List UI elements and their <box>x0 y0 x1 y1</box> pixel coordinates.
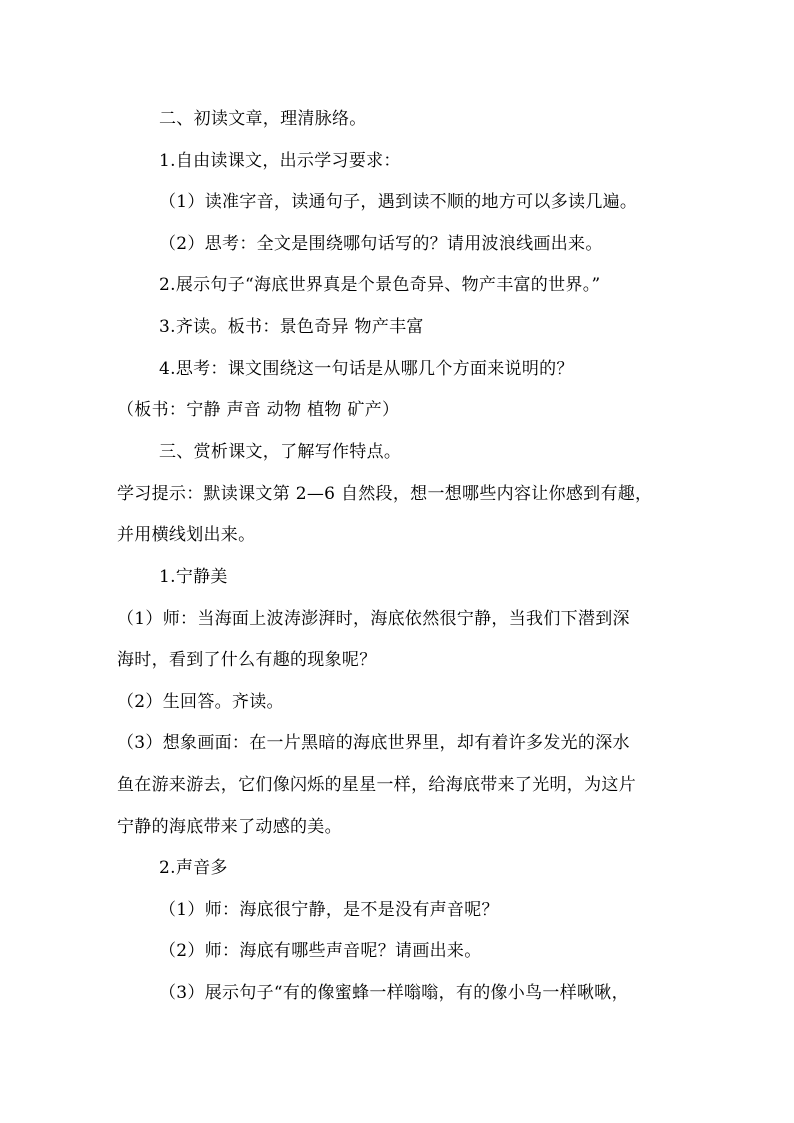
quiet-item-1-line-2: 海时，看到了什么有趣的现象呢？ <box>117 650 377 670</box>
board-note: （板书：宁静 声音 动物 植物 矿产） <box>117 400 400 420</box>
section-heading-2: 二、初读文章，理清脉络。 <box>159 109 367 129</box>
quiet-item-2: （2）生回答。齐读。 <box>117 692 284 712</box>
step-2: 2.展示句子“海底世界真是个景色奇异、物产丰富的世界。” <box>159 275 601 295</box>
subsection-sounds: 2.声音多 <box>159 858 228 878</box>
step-4: 4.思考：课文围绕这一句话是从哪几个方面来说明的？ <box>159 359 574 379</box>
section-heading-3: 三、赏析课文，了解写作特点。 <box>159 442 402 462</box>
quiet-item-3-line-2: 鱼在游来游去，它们像闪烁的星星一样，给海底带来了光明，为这片 <box>117 775 636 795</box>
quiet-item-1-line-1: （1）师：当海面上波涛澎湃时，海底依然很宁静，当我们下潜到深 <box>117 609 630 629</box>
requirement-2: （2）思考：全文是围绕哪句话写的？请用波浪线画出来。 <box>159 234 603 254</box>
step-1: 1.自由读课文，出示学习要求： <box>159 151 401 171</box>
sounds-item-2: （2）师：海底有哪些声音呢？请画出来。 <box>159 941 482 961</box>
quiet-item-3-line-3: 宁静的海底带来了动感的美。 <box>117 817 342 837</box>
subsection-quiet: 1.宁静美 <box>159 567 228 587</box>
study-tip-line-2: 并用横线划出来。 <box>117 525 256 545</box>
step-3: 3.齐读。板书：景色奇异 物产丰富 <box>159 317 424 337</box>
sounds-item-3: （3）展示句子“有的像蜜蜂一样嗡嗡，有的像小鸟一样啾啾， <box>159 983 629 1003</box>
quiet-item-3-line-1: （3）想象画面：在一片黑暗的海底世界里，却有着许多发光的深水 <box>117 733 630 753</box>
requirement-1: （1）读准字音，读通句子，遇到读不顺的地方可以多读几遍。 <box>159 192 638 212</box>
study-tip-line-1: 学习提示：默读课文第 2—6 自然段，想一想哪些内容让你感到有趣， <box>117 484 653 504</box>
sounds-item-1: （1）师：海底很宁静，是不是没有声音呢？ <box>159 900 499 920</box>
